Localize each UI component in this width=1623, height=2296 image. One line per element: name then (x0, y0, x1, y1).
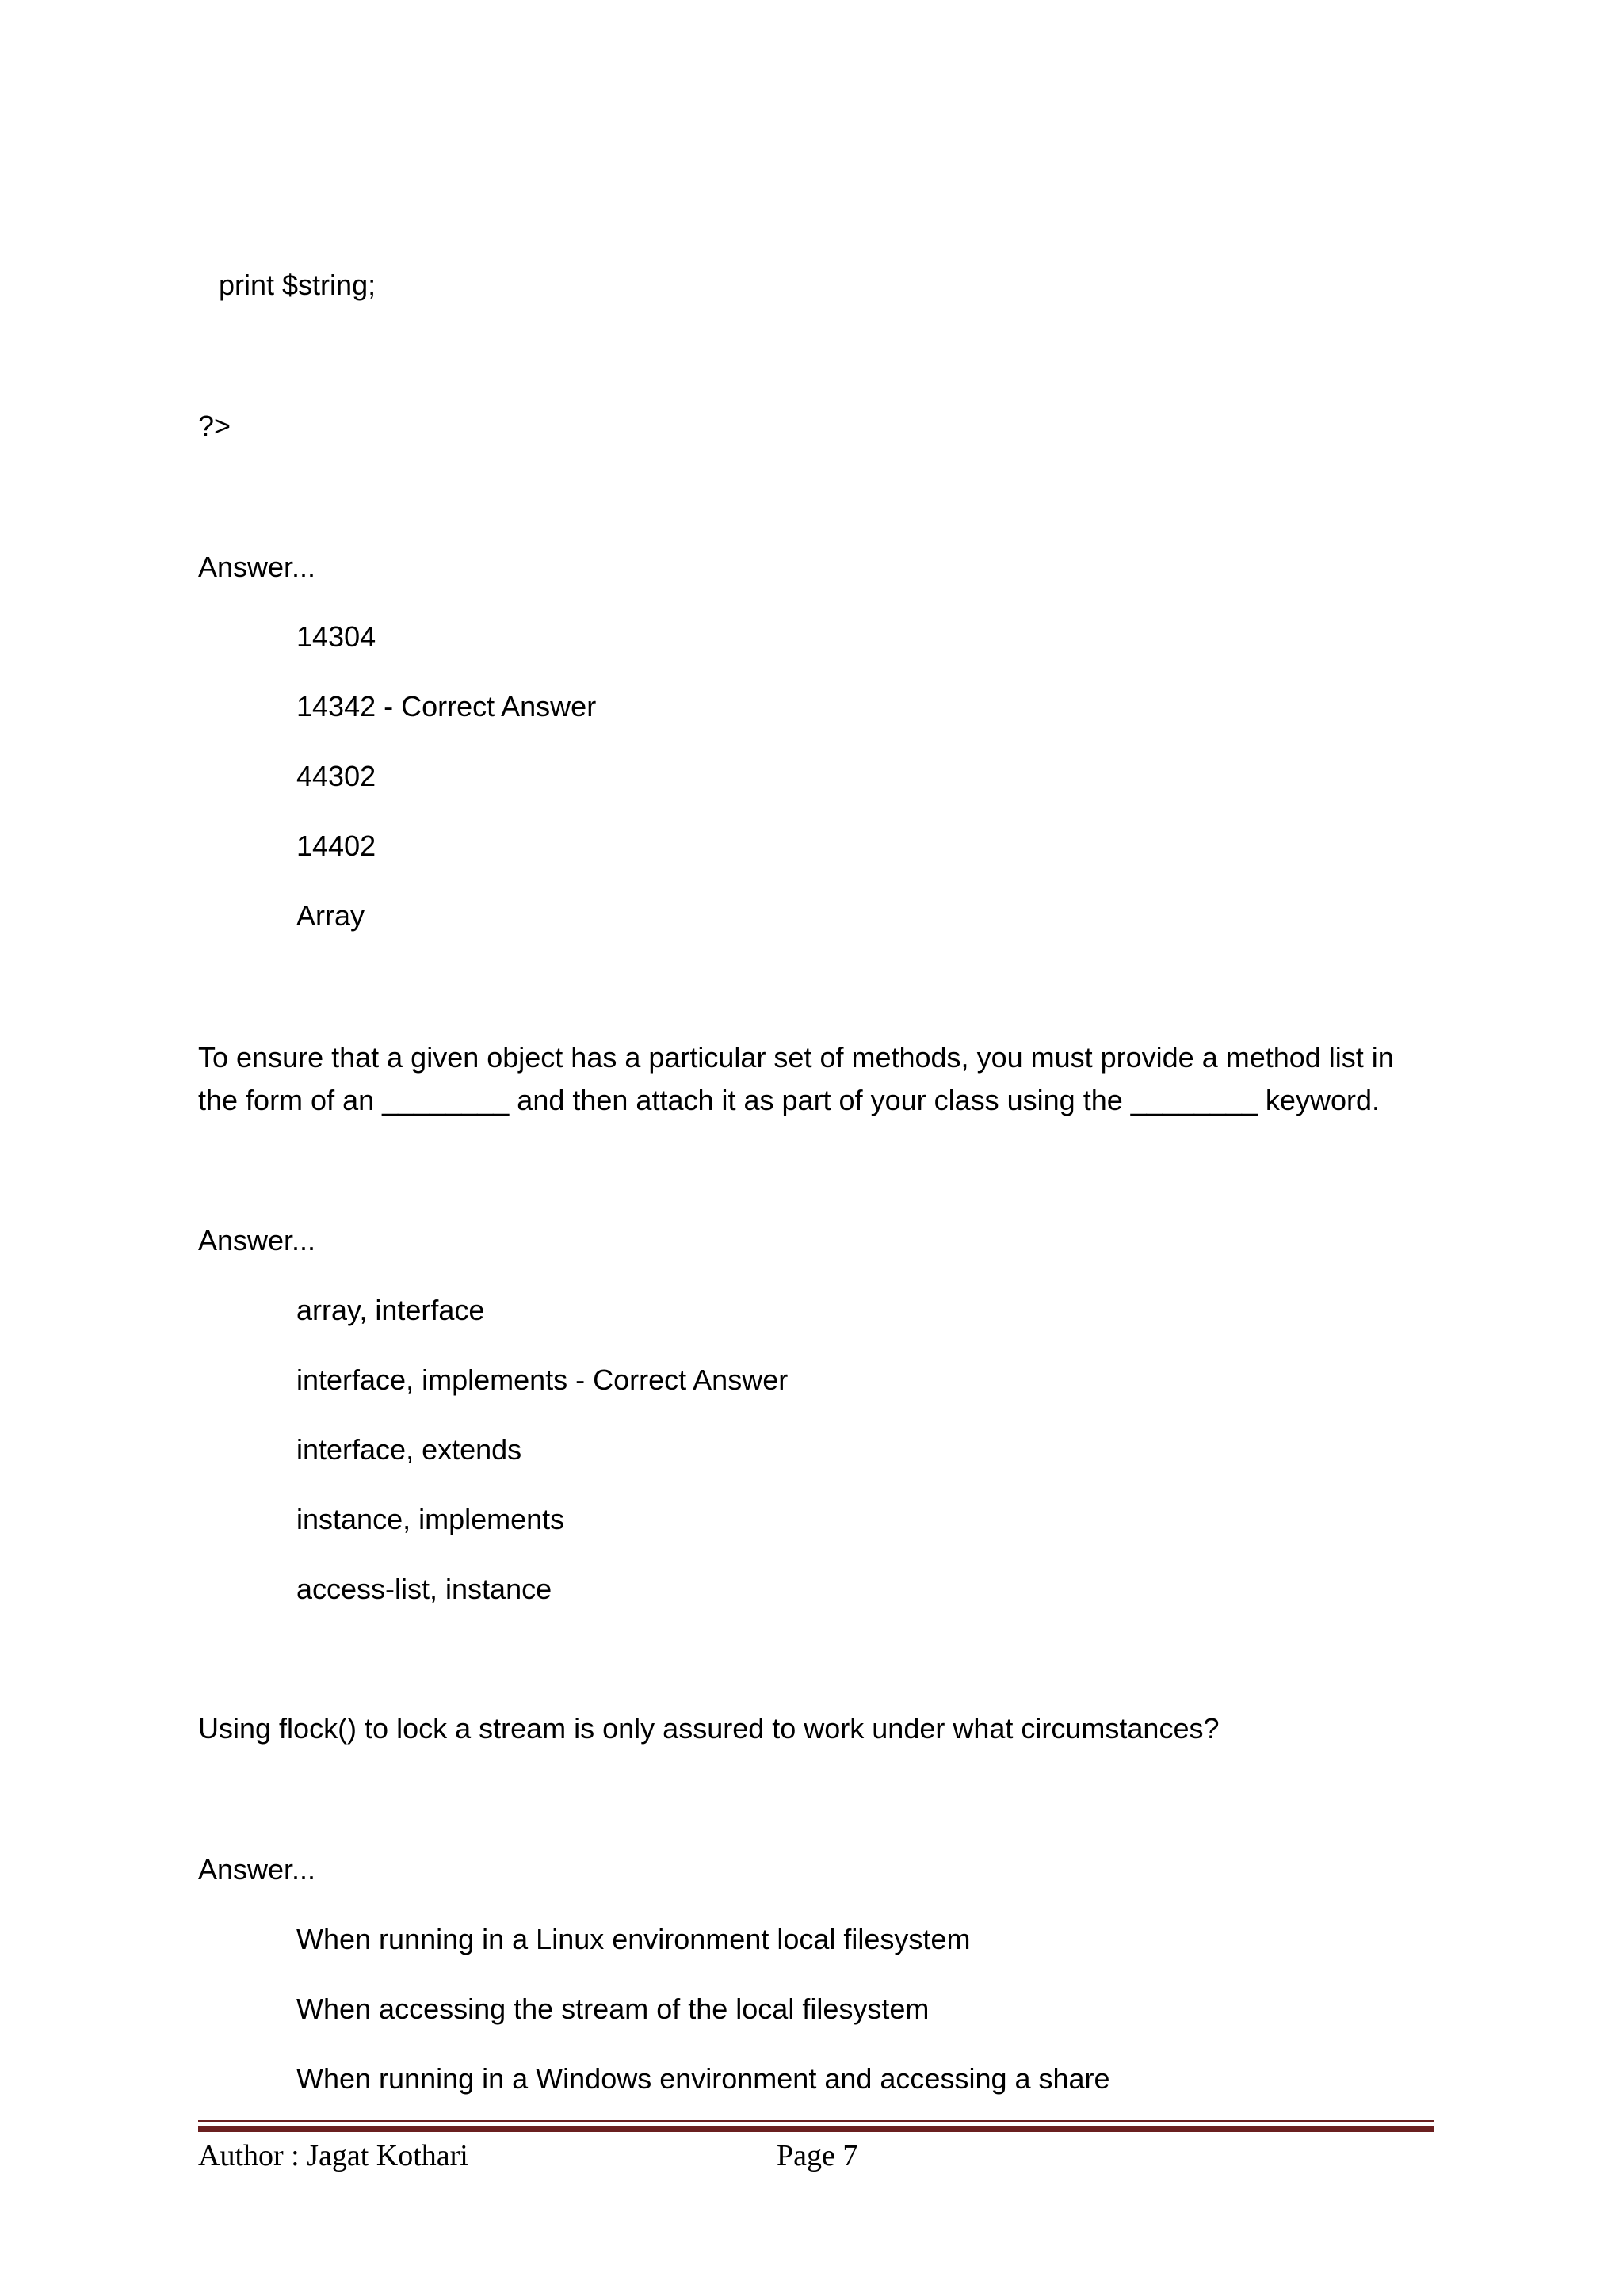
q3-option: When running in a Windows environment and accessing a share (296, 2062, 1110, 2095)
q3-option: When running in a Linux environment local filesystem (296, 1923, 971, 1955)
footer-page-number: Page 7 (777, 2139, 858, 2172)
footer-divider-thick (198, 2126, 1434, 2132)
q1-option: 14402 (296, 830, 376, 862)
q3-answer-label: Answer... (198, 1853, 316, 1886)
q1-answer-label: Answer... (198, 551, 316, 583)
footer-divider-thin (198, 2120, 1434, 2122)
code-print-line: print $string; (219, 269, 376, 301)
q2-answer-label: Answer... (198, 1224, 316, 1257)
q2-option: access-list, instance (296, 1573, 552, 1605)
q1-option: 14304 (296, 620, 376, 653)
q2-option: interface, implements - Correct Answer (296, 1363, 789, 1396)
q3-option: When accessing the stream of the local filesystem (296, 1993, 930, 2025)
code-close-tag: ?> (198, 410, 231, 442)
footer-author: Author : Jagat Kothari (198, 2139, 468, 2172)
q1-option: 14342 - Correct Answer (296, 690, 597, 723)
q2-question-text: To ensure that a given object has a particular set of methods, you must provide a method list in the form of an ________ and then attach it as part of your class using the ________ keyword. (198, 1041, 1394, 1116)
q1-option: Array (296, 899, 365, 932)
q2-option: instance, implements (296, 1503, 565, 1535)
q2-option: array, interface (296, 1294, 485, 1326)
q3-question-text: Using flock() to lock a stream is only assured to work under what circumstances? (198, 1712, 1220, 1745)
q2-option: interface, extends (296, 1433, 522, 1466)
q1-option: 44302 (296, 760, 376, 792)
